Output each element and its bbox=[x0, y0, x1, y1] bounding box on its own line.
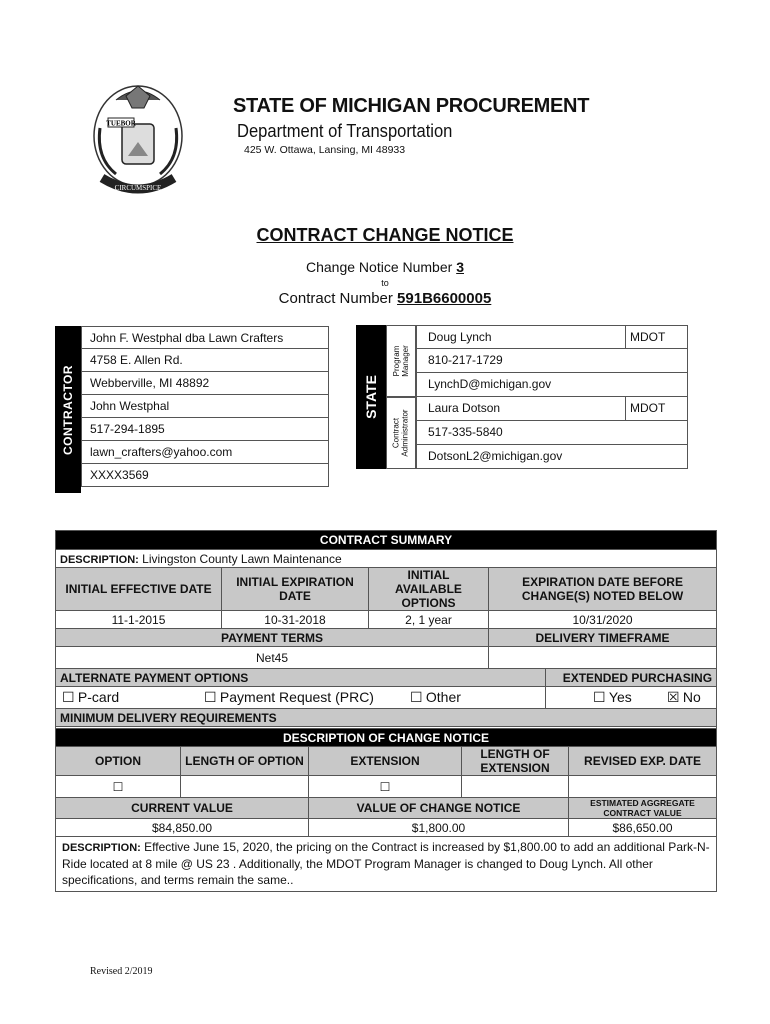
payment-terms-value: Net45 bbox=[56, 647, 489, 669]
ca-agency: MDOT bbox=[625, 397, 687, 420]
change-notice-table bbox=[55, 728, 717, 892]
pm-agency: MDOT bbox=[625, 326, 687, 348]
contractor-line: 517-294-1895 bbox=[81, 418, 329, 441]
option-checkbox[interactable]: ☐ bbox=[56, 776, 181, 798]
ca-name: Laura Dotson bbox=[428, 401, 501, 415]
summary-description: DESCRIPTION: Livingston County Lawn Maintenance bbox=[56, 550, 717, 568]
change-description: DESCRIPTION: Effective June 15, 2020, the pricing on the Contract is increased by $1,800.00 to add an additional Park-N-Ride located at 8 mile @ US 23 . Additionally, the MDOT Program Manager is changed to Doug Lynch. All other specifications, and terms remain the same.. bbox=[56, 837, 717, 892]
ca-email-row bbox=[416, 445, 688, 469]
contractor-line: 4758 E. Allen Rd. bbox=[81, 349, 329, 372]
change-title: DESCRIPTION OF CHANGE NOTICE bbox=[56, 729, 717, 747]
pm-name-row bbox=[416, 325, 688, 349]
initial-expiration-date: 10-31-2018 bbox=[222, 611, 369, 629]
no-option[interactable]: ☒ No bbox=[667, 688, 701, 705]
length-of-option-value bbox=[181, 776, 309, 798]
contractor-line: lawn_crafters@yahoo.com bbox=[81, 441, 329, 464]
col-initial-effective-date: INITIAL EFFECTIVE DATE bbox=[56, 568, 222, 611]
extended-purchasing-options bbox=[546, 687, 717, 709]
expiration-before: 10/31/2020 bbox=[489, 611, 717, 629]
state-side-label: STATE bbox=[356, 325, 386, 469]
summary-title: CONTRACT SUMMARY bbox=[56, 531, 717, 550]
aggregate-value-label: ESTIMATED AGGREGATE CONTRACT VALUE bbox=[569, 798, 717, 819]
notice-title: CONTRACT CHANGE NOTICE bbox=[256, 225, 514, 245]
delivery-timeframe-label: DELIVERY TIMEFRAME bbox=[489, 629, 717, 647]
prc-option[interactable]: ☐ Payment Request (PRC) bbox=[204, 688, 374, 705]
contract-summary-table bbox=[55, 530, 717, 749]
department-address: 425 W. Ottawa, Lansing, MI 48933 bbox=[244, 144, 406, 156]
contractor-side-label: CONTRACTOR bbox=[55, 326, 81, 493]
contractor-info bbox=[81, 326, 329, 487]
ca-phone: 517-335-5840 bbox=[428, 425, 503, 439]
pcard-option[interactable]: ☐ P-card bbox=[62, 688, 120, 705]
alternate-payment-label: ALTERNATE PAYMENT OPTIONS bbox=[56, 669, 546, 687]
initial-options: 2, 1 year bbox=[369, 611, 489, 629]
col-extension: EXTENSION bbox=[309, 747, 462, 776]
page-title: STATE OF MICHIGAN PROCUREMENT bbox=[233, 95, 590, 117]
contract-administrator-label: Contract Administrator bbox=[386, 397, 416, 469]
current-value-label: CURRENT VALUE bbox=[56, 798, 309, 819]
revised-date: Revised 2/2019 bbox=[90, 966, 153, 977]
pcard-checkbox[interactable]: ☐ bbox=[62, 688, 75, 705]
col-length-of-extension: LENGTH OF EXTENSION bbox=[462, 747, 569, 776]
yes-checkbox[interactable]: ☐ bbox=[593, 688, 606, 705]
svg-text:TUEBOR: TUEBOR bbox=[106, 119, 136, 128]
contractor-line: Webberville, MI 48892 bbox=[81, 372, 329, 395]
no-checkbox-checked[interactable]: ☒ bbox=[667, 688, 680, 705]
extension-checkbox[interactable]: ☐ bbox=[309, 776, 462, 798]
state-seal-logo bbox=[86, 78, 190, 198]
to-label: to bbox=[381, 278, 389, 288]
contract-number: Contract Number 591B6600005 bbox=[278, 290, 492, 307]
alternate-payment-options bbox=[56, 687, 546, 709]
col-length-of-option: LENGTH OF OPTION bbox=[181, 747, 309, 776]
contractor-line: XXXX3569 bbox=[81, 464, 329, 487]
department-name: Department of Transportation bbox=[237, 121, 453, 141]
pm-email: LynchD@michigan.gov bbox=[428, 377, 552, 391]
pm-email-row bbox=[416, 373, 688, 397]
ca-phone-row bbox=[416, 421, 688, 445]
col-initial-options: INITIAL AVAILABLE OPTIONS bbox=[369, 568, 489, 611]
yes-option[interactable]: ☐ Yes bbox=[593, 688, 632, 705]
current-value: $84,850.00 bbox=[56, 819, 309, 837]
extended-purchasing-label: EXTENDED PURCHASING bbox=[546, 669, 717, 687]
col-initial-expiration-date: INITIAL EXPIRATION DATE bbox=[222, 568, 369, 611]
state-contacts bbox=[416, 325, 688, 469]
col-option: OPTION bbox=[56, 747, 181, 776]
pm-phone-row bbox=[416, 349, 688, 373]
ca-name-row bbox=[416, 397, 688, 421]
min-delivery-label: MINIMUM DELIVERY REQUIREMENTS bbox=[56, 709, 717, 727]
value-of-change: $1,800.00 bbox=[309, 819, 569, 837]
length-of-extension-value bbox=[462, 776, 569, 798]
ca-email: DotsonL2@michigan.gov bbox=[428, 449, 563, 463]
value-of-change-label: VALUE OF CHANGE NOTICE bbox=[309, 798, 569, 819]
col-expiration-before: EXPIRATION DATE BEFORE CHANGE(S) NOTED BELOW bbox=[489, 568, 717, 611]
col-revised-exp-date: REVISED EXP. DATE bbox=[569, 747, 717, 776]
svg-text:CIRCUMSPICE: CIRCUMSPICE bbox=[114, 184, 162, 192]
other-option[interactable]: ☐ Other bbox=[410, 688, 461, 705]
initial-effective-date: 11-1-2015 bbox=[56, 611, 222, 629]
revised-exp-date-value bbox=[569, 776, 717, 798]
prc-checkbox[interactable]: ☐ bbox=[204, 688, 217, 705]
other-checkbox[interactable]: ☐ bbox=[410, 688, 423, 705]
pm-name: Doug Lynch bbox=[428, 330, 492, 344]
pm-phone: 810-217-1729 bbox=[428, 353, 503, 367]
contractor-line: John F. Westphal dba Lawn Crafters bbox=[81, 326, 329, 349]
program-manager-label: Program Manager bbox=[386, 325, 416, 397]
change-notice-number: Change Notice Number 3 bbox=[306, 259, 464, 275]
aggregate-value: $86,650.00 bbox=[569, 819, 717, 837]
payment-terms-label: PAYMENT TERMS bbox=[56, 629, 489, 647]
contractor-line: John Westphal bbox=[81, 395, 329, 418]
delivery-timeframe-value bbox=[489, 647, 717, 669]
